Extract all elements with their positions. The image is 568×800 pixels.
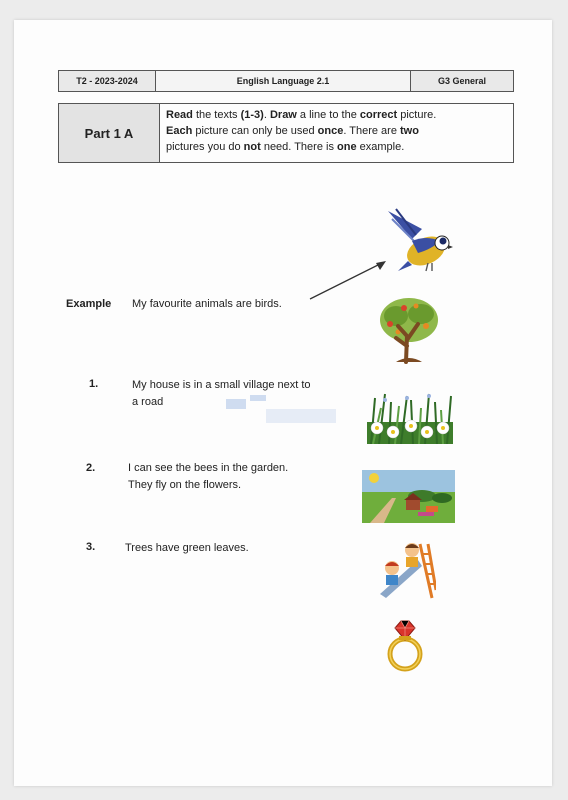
village-road-icon: [362, 470, 455, 523]
question-text: I can see the bees in the garden. They fly on the flowers.: [128, 462, 289, 491]
example-text: My favourite animals are birds.: [132, 298, 282, 310]
tree-icon: [376, 294, 442, 364]
bird-icon: [382, 205, 454, 277]
question-text: Trees have green leaves.: [125, 542, 249, 554]
question-text: My house is in a small village next to a road: [132, 379, 311, 408]
worksheet-header: [58, 70, 514, 92]
term-label: T2 - 2023-2024: [59, 71, 156, 91]
ring-icon: [385, 618, 425, 674]
example-label: Example: [66, 298, 112, 310]
question-number: 2.: [86, 462, 96, 474]
subject-label: English Language 2.1: [156, 71, 411, 91]
watermark-logo: [226, 395, 344, 427]
instructions-box: [58, 103, 514, 163]
part-label: Part 1 A: [59, 104, 160, 162]
grade-label: G3 General: [437, 76, 487, 86]
question-number: 3.: [86, 541, 96, 553]
instructions-text: Read the texts (1-3). Draw a line to the correct picture. Each picture can only be used once. There are two pictures you do not need. There is one example.: [166, 109, 437, 153]
flowers-icon: [367, 388, 453, 444]
children-slide-icon: [378, 540, 436, 600]
question-number: 1.: [89, 378, 99, 390]
